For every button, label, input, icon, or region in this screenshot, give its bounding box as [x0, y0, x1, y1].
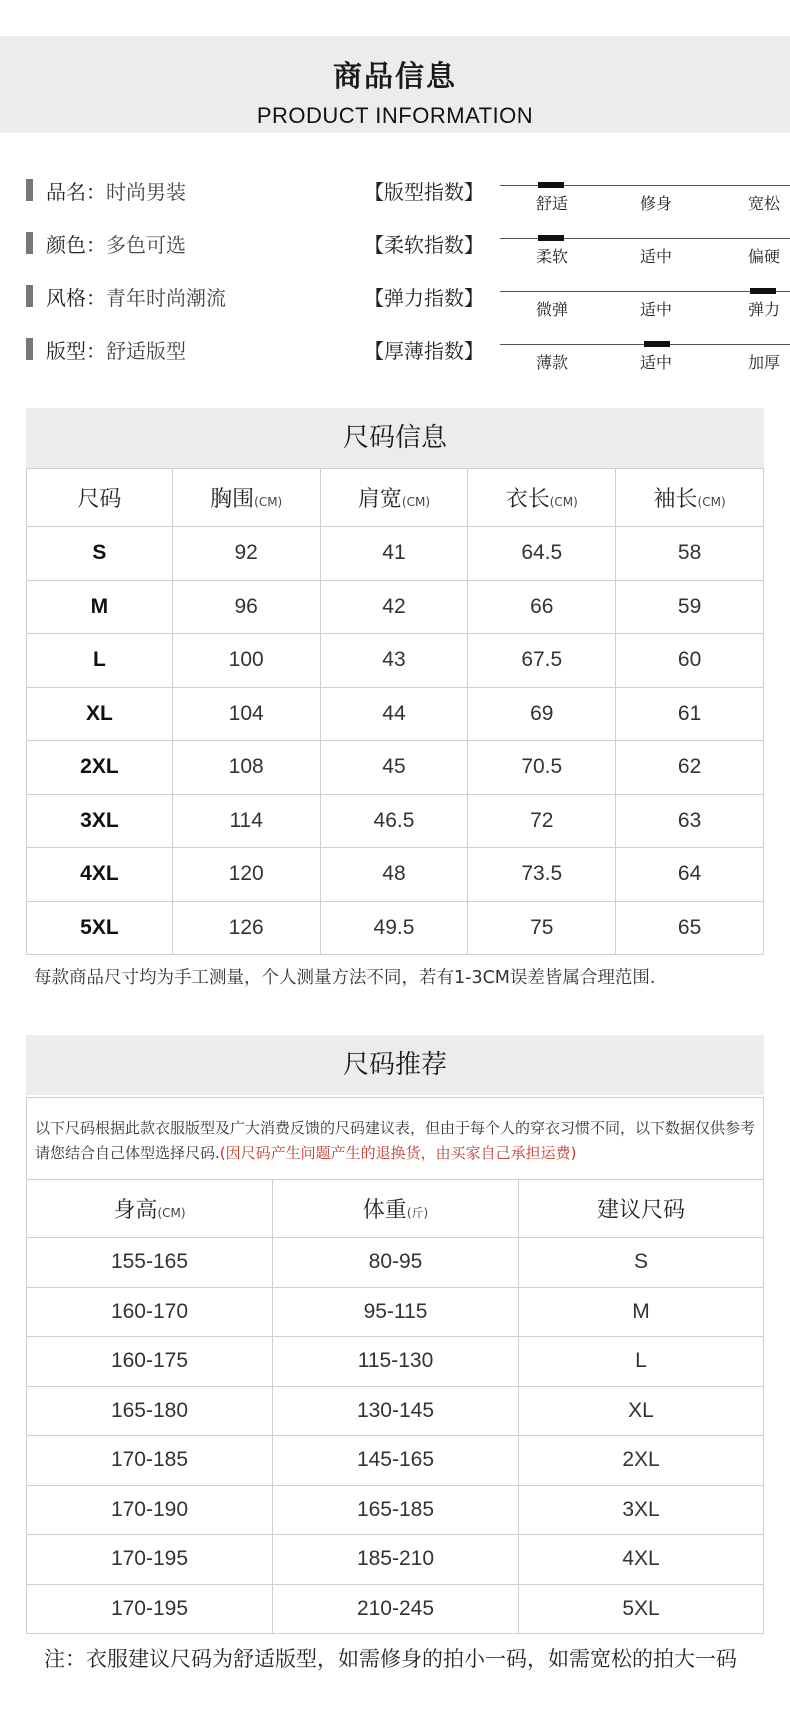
suggested-size-cell: XL	[519, 1386, 764, 1436]
measure-cell: 61	[616, 687, 764, 741]
weight-cell: 145-165	[273, 1436, 519, 1486]
table-row	[27, 580, 764, 634]
measure-cell: 45	[320, 741, 468, 795]
suggested-size-cell: S	[519, 1238, 764, 1288]
header-label: 尺码	[77, 487, 122, 512]
info-row	[26, 229, 781, 266]
suggested-size-cell: M	[519, 1287, 764, 1337]
header-unit: (CM)	[549, 495, 578, 509]
info-bar-marker	[26, 179, 33, 201]
index-scale	[500, 282, 790, 330]
table-row	[27, 527, 764, 581]
table-row	[27, 794, 764, 848]
header-label: 肩宽	[357, 487, 402, 512]
weight-cell: 80-95	[273, 1238, 519, 1288]
scale-line	[500, 291, 790, 292]
info-bar-marker	[26, 338, 33, 360]
size-cell: L	[27, 634, 173, 688]
measure-cell: 59	[616, 580, 764, 634]
recommend-header-cell	[27, 1180, 273, 1238]
measure-cell: 42	[320, 580, 468, 634]
height-cell: 170-195	[27, 1584, 273, 1634]
return-policy-note: (因尺码产生问题产生的退换货，由买家自己承担运费)	[219, 1144, 577, 1162]
info-row	[26, 335, 781, 372]
size-header-cell	[616, 469, 764, 527]
suggested-size-cell: L	[519, 1337, 764, 1387]
info-label: 品名：	[46, 180, 106, 204]
size-cell: 5XL	[27, 901, 173, 955]
scale-label-low: 柔软	[536, 247, 569, 266]
info-label: 颜色：	[46, 233, 106, 257]
size-header-cell	[27, 469, 173, 527]
scale-label-low: 舒适	[536, 194, 569, 213]
table-row	[27, 848, 764, 902]
suggested-size-cell: 4XL	[519, 1535, 764, 1585]
page-header	[0, 36, 790, 133]
scale-marker	[750, 288, 776, 294]
suggested-size-cell: 5XL	[519, 1584, 764, 1634]
measure-cell: 48	[320, 848, 468, 902]
height-cell: 165-180	[27, 1386, 273, 1436]
table-row	[27, 1485, 764, 1535]
weight-cell: 210-245	[273, 1584, 519, 1634]
header-unit: (斤)	[406, 1206, 429, 1220]
info-value: 时尚男装	[106, 180, 186, 204]
recommend-table-header	[27, 1180, 764, 1238]
header-label: 建议尺码	[596, 1198, 685, 1223]
size-table	[26, 468, 764, 955]
measure-cell: 73.5	[468, 848, 616, 902]
recommend-description	[26, 1097, 764, 1179]
measure-cell: 92	[172, 527, 320, 581]
size-header-cell	[172, 469, 320, 527]
size-cell: 2XL	[27, 741, 173, 795]
measure-cell: 126	[172, 901, 320, 955]
weight-cell: 130-145	[273, 1386, 519, 1436]
header-unit: (CM)	[254, 495, 283, 509]
fit-note: 注：衣服建议尺码为舒适版型，如需修身的拍小一码，如需宽松的拍大一码	[44, 1647, 737, 1671]
scale-marker	[538, 182, 564, 188]
weight-cell: 95-115	[273, 1287, 519, 1337]
info-value: 多色可选	[106, 233, 186, 257]
table-row	[27, 1337, 764, 1387]
measure-cell: 120	[172, 848, 320, 902]
measurement-note: 每款商品尺寸均为手工测量，个人测量方法不同，若有1-3CM误差皆属合理范围.	[34, 968, 656, 988]
size-cell: 3XL	[27, 794, 173, 848]
measure-cell: 64	[616, 848, 764, 902]
info-value: 青年时尚潮流	[106, 286, 226, 310]
size-cell: S	[27, 527, 173, 581]
index-label: 【版型指数】	[364, 180, 484, 204]
scale-label-high: 宽松	[748, 194, 781, 213]
scale-label-high: 弹力	[748, 300, 781, 319]
measure-cell: 66	[468, 580, 616, 634]
measure-cell: 108	[172, 741, 320, 795]
info-label: 风格：	[46, 286, 106, 310]
size-header-cell	[468, 469, 616, 527]
measure-cell: 69	[468, 687, 616, 741]
measure-cell: 44	[320, 687, 468, 741]
measure-cell: 96	[172, 580, 320, 634]
measure-cell: 75	[468, 901, 616, 955]
table-row	[27, 1436, 764, 1486]
info-label: 版型：	[46, 339, 106, 363]
measure-cell: 46.5	[320, 794, 468, 848]
measure-cell: 114	[172, 794, 320, 848]
info-row	[26, 176, 781, 213]
scale-label-mid: 适中	[640, 300, 673, 319]
scale-label-mid: 适中	[640, 353, 673, 372]
index-label: 【柔软指数】	[364, 233, 484, 257]
recommend-header-cell	[273, 1180, 519, 1238]
index-scale	[500, 229, 790, 277]
size-cell: M	[27, 580, 173, 634]
recommend-desc-text: 以下尺码根据此款衣服版型及广大消费反馈的尺码建议表，但由于每个人的穿衣习惯不同，以下数据仅供参考请您结合自己体型选择尺码.	[35, 1119, 756, 1162]
scale-label-low: 微弹	[536, 300, 569, 319]
header-unit: (CM)	[697, 495, 726, 509]
height-cell: 155-165	[27, 1238, 273, 1288]
index-scale	[500, 176, 790, 224]
weight-cell: 115-130	[273, 1337, 519, 1387]
height-cell: 170-190	[27, 1485, 273, 1535]
measure-cell: 60	[616, 634, 764, 688]
recommend-table	[26, 1179, 764, 1634]
table-row	[27, 1584, 764, 1634]
size-cell: XL	[27, 687, 173, 741]
scale-label-mid: 修身	[640, 194, 673, 213]
table-row	[27, 634, 764, 688]
suggested-size-cell: 3XL	[519, 1485, 764, 1535]
size-cell: 4XL	[27, 848, 173, 902]
table-row	[27, 1386, 764, 1436]
weight-cell: 185-210	[273, 1535, 519, 1585]
measure-cell: 104	[172, 687, 320, 741]
scale-marker	[538, 235, 564, 241]
measure-cell: 65	[616, 901, 764, 955]
scale-label-high: 偏硬	[748, 247, 781, 266]
suggested-size-cell: 2XL	[519, 1436, 764, 1486]
table-row	[27, 741, 764, 795]
size-recommend-title: 尺码推荐	[26, 1035, 764, 1095]
scale-marker	[644, 341, 670, 347]
recommend-header-cell	[519, 1180, 764, 1238]
measure-cell: 63	[616, 794, 764, 848]
measure-cell: 62	[616, 741, 764, 795]
scale-label-mid: 适中	[640, 247, 673, 266]
page-title: 商品信息	[332, 59, 457, 93]
measure-cell: 49.5	[320, 901, 468, 955]
size-table-header	[27, 469, 764, 527]
page-subtitle: PRODUCT INFORMATION	[256, 103, 534, 128]
header-label: 胸围	[210, 487, 255, 512]
size-header-cell	[320, 469, 468, 527]
header-unit: (CM)	[157, 1206, 186, 1220]
measure-cell: 100	[172, 634, 320, 688]
table-row	[27, 1287, 764, 1337]
measure-cell: 64.5	[468, 527, 616, 581]
info-attribute	[46, 229, 186, 258]
index-label: 【厚薄指数】	[364, 339, 484, 363]
header-unit: (CM)	[401, 495, 431, 509]
table-row	[27, 1535, 764, 1585]
scale-label-low: 薄款	[536, 353, 569, 372]
height-cell: 160-175	[27, 1337, 273, 1387]
info-attribute	[46, 335, 186, 364]
index-scale	[500, 335, 790, 383]
measure-cell: 58	[616, 527, 764, 581]
info-attribute	[46, 282, 226, 311]
header-label: 身高	[113, 1198, 158, 1223]
size-info-title: 尺码信息	[26, 408, 764, 468]
header-label: 袖长	[653, 487, 698, 512]
measure-cell: 41	[320, 527, 468, 581]
weight-cell: 165-185	[273, 1485, 519, 1535]
measure-cell: 70.5	[468, 741, 616, 795]
measure-cell: 72	[468, 794, 616, 848]
info-attribute	[46, 176, 186, 205]
info-row	[26, 282, 781, 319]
header-label: 体重	[362, 1198, 407, 1223]
header-label: 衣长	[505, 487, 550, 512]
info-value: 舒适版型	[106, 339, 186, 363]
index-label: 【弹力指数】	[364, 286, 484, 310]
info-bar-marker	[26, 285, 33, 307]
measure-cell: 43	[320, 634, 468, 688]
height-cell: 160-170	[27, 1287, 273, 1337]
table-row	[27, 1238, 764, 1288]
height-cell: 170-195	[27, 1535, 273, 1585]
table-row	[27, 687, 764, 741]
table-row	[27, 901, 764, 955]
height-cell: 170-185	[27, 1436, 273, 1486]
scale-label-high: 加厚	[748, 353, 781, 372]
info-bar-marker	[26, 232, 33, 254]
measure-cell: 67.5	[468, 634, 616, 688]
